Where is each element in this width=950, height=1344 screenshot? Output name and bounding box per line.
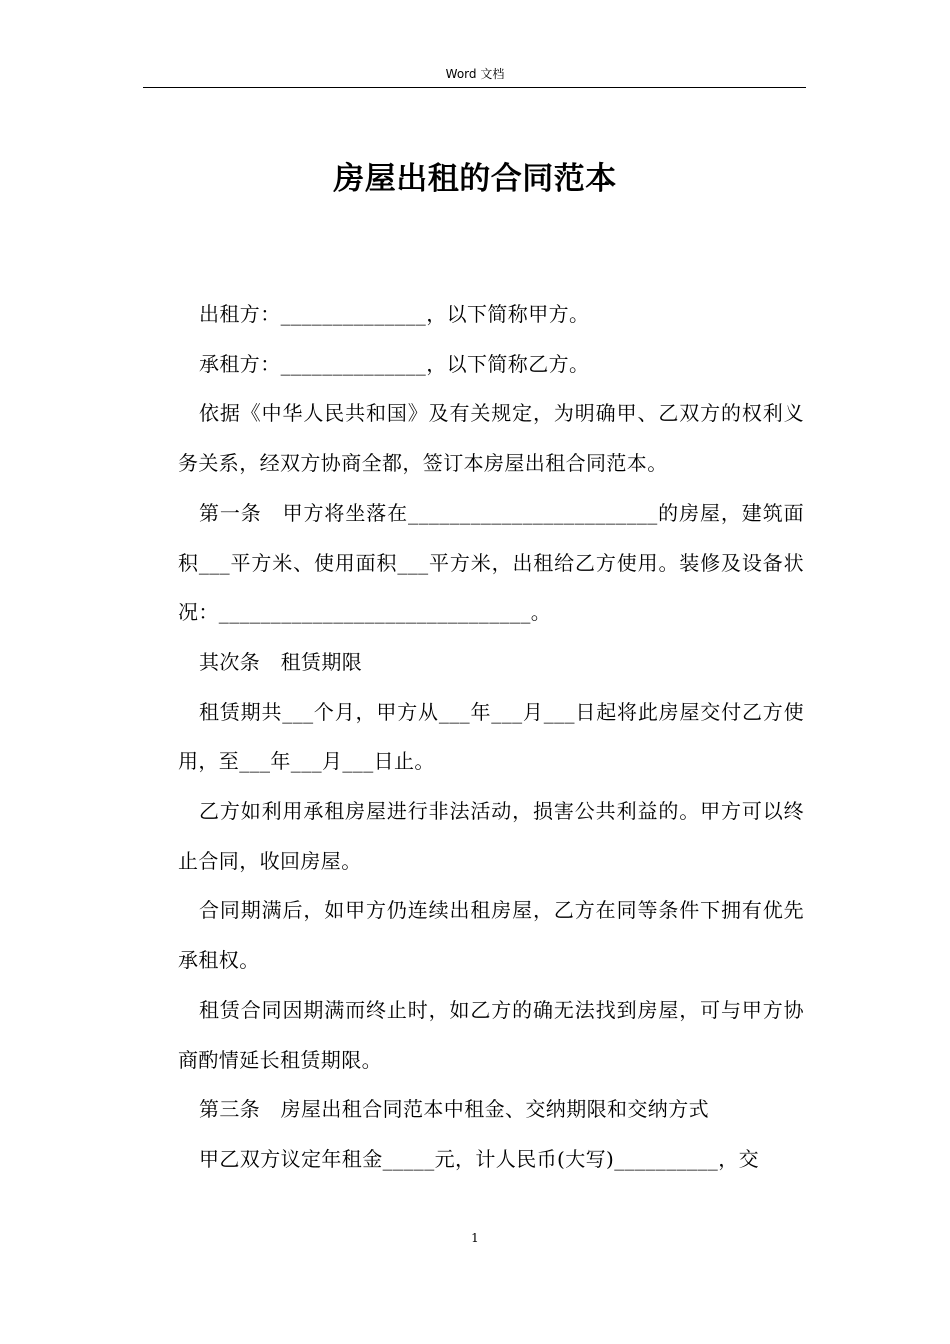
paragraph-lessee: 承租方：______________，以下简称乙方。 [199, 351, 590, 376]
paragraph-article-3-heading: 第三条 房屋出租合同范本中租金、交纳期限和交纳方式 [199, 1097, 709, 1122]
page-number: 1 [471, 1231, 479, 1245]
paragraph-annual-rent: 甲乙双方议定年租金_____元，计人民币(大写)__________，交 [199, 1146, 760, 1171]
document-body [178, 290, 804, 1185]
paragraph-preamble: 依据《中华人民共和国》及有关规定，为明确甲、乙双方的权利义务关系，经双方协商全都，签订本房屋出租合同范本。 [178, 401, 804, 476]
page-header-label: Word 文档 [445, 67, 505, 81]
paragraph-article-1: 第一条 甲方将坐落在________________________的房屋，建筑面积___平方米、使用面积___平方米，出租给乙方使用。装修及设备状况：______________________________。 [178, 500, 804, 625]
paragraph-lease-term: 租赁期共___个月，甲方从___年___月___日起将此房屋交付乙方使用，至___年___月___日止。 [178, 699, 804, 774]
paragraph-priority-renewal: 合同期满后，如甲方仍连续出租房屋，乙方在同等条件下拥有优先承租权。 [178, 898, 804, 973]
header-divider [143, 87, 806, 88]
paragraph-extension: 租赁合同因期满而终止时，如乙方的确无法找到房屋，可与甲方协商酌情延长租赁期限。 [178, 997, 804, 1072]
paragraph-article-2-heading: 其次条 租赁期限 [199, 649, 363, 674]
paragraph-lessor: 出租方：______________，以下简称甲方。 [199, 302, 590, 326]
paragraph-illegal-use: 乙方如利用承租房屋进行非法活动，损害公共利益的。甲方可以终止合同，收回房屋。 [178, 799, 804, 873]
document-title: 房屋出租的合同范本 [333, 161, 617, 197]
